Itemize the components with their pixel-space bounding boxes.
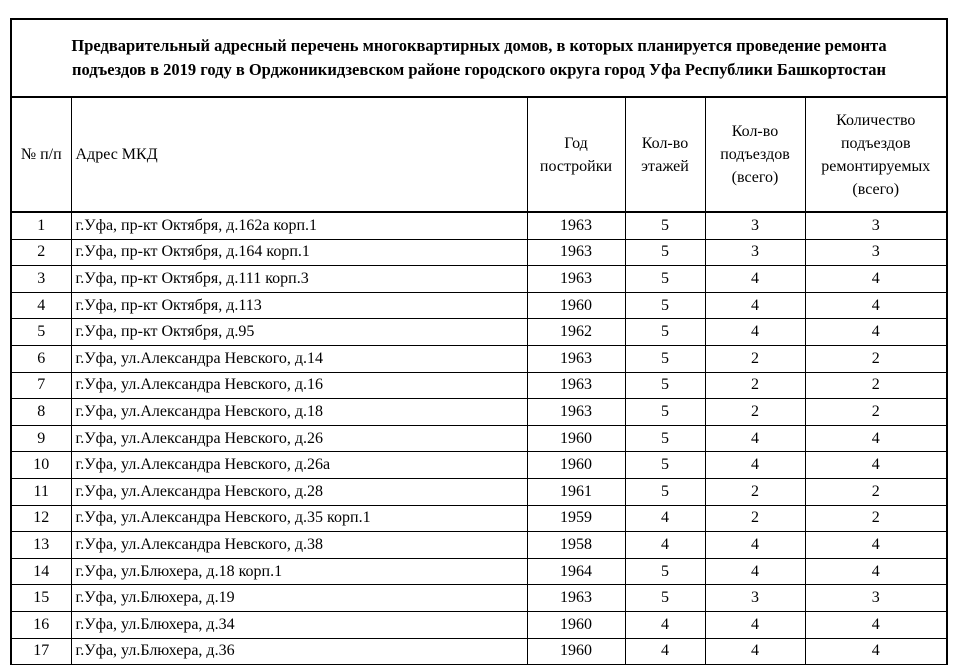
table-row	[12, 212, 946, 239]
cell-entrances: 3	[705, 212, 805, 239]
cell-num: 13	[12, 532, 71, 559]
cell-num: 17	[12, 638, 71, 665]
cell-entrances: 2	[705, 345, 805, 372]
cell-address: г.Уфа, ул.Александра Невского, д.26а	[71, 452, 527, 479]
cell-floors: 5	[625, 239, 705, 266]
cell-num: 15	[12, 585, 71, 612]
cell-num: 7	[12, 372, 71, 399]
cell-address: г.Уфа, пр-кт Октября, д.95	[71, 319, 527, 346]
cell-year: 1963	[527, 372, 625, 399]
document-title	[12, 20, 946, 98]
cell-num: 14	[12, 558, 71, 585]
cell-repaired: 3	[805, 239, 946, 266]
cell-repaired: 4	[805, 425, 946, 452]
cell-entrances: 2	[705, 372, 805, 399]
cell-year: 1959	[527, 505, 625, 532]
table-row	[12, 532, 946, 559]
cell-year: 1958	[527, 532, 625, 559]
cell-entrances: 2	[705, 505, 805, 532]
table-row	[12, 345, 946, 372]
cell-floors: 5	[625, 452, 705, 479]
cell-entrances: 3	[705, 239, 805, 266]
houses-table	[12, 98, 946, 665]
cell-address: г.Уфа, ул.Александра Невского, д.18	[71, 399, 527, 426]
table-row	[12, 558, 946, 585]
cell-year: 1964	[527, 558, 625, 585]
cell-repaired: 2	[805, 372, 946, 399]
title-line-1: Предварительный адресный перечень многоквартирных домов, в которых планируется проведение ремонта	[71, 36, 887, 55]
table-row	[12, 452, 946, 479]
cell-entrances: 4	[705, 452, 805, 479]
cell-repaired: 4	[805, 638, 946, 665]
cell-address: г.Уфа, ул.Блюхера, д.36	[71, 638, 527, 665]
table-row	[12, 638, 946, 665]
cell-num: 3	[12, 266, 71, 293]
cell-year: 1963	[527, 266, 625, 293]
cell-num: 2	[12, 239, 71, 266]
table-row	[12, 372, 946, 399]
header-entrances: Кол-во подъездов (всего)	[705, 98, 805, 212]
cell-year: 1961	[527, 478, 625, 505]
table-body	[12, 212, 946, 665]
cell-address: г.Уфа, ул.Александра Невского, д.16	[71, 372, 527, 399]
cell-repaired: 4	[805, 611, 946, 638]
spreadsheet-document	[10, 18, 948, 665]
table-row	[12, 319, 946, 346]
cell-address: г.Уфа, ул.Александра Невского, д.38	[71, 532, 527, 559]
title-line-2: подъездов в 2019 году в Орджоникидзевском районе городского округа город Уфа Республики Башкортостан	[71, 60, 887, 79]
cell-entrances: 2	[705, 399, 805, 426]
cell-repaired: 2	[805, 345, 946, 372]
cell-address: г.Уфа, ул.Александра Невского, д.28	[71, 478, 527, 505]
cell-repaired: 4	[805, 532, 946, 559]
table-row	[12, 425, 946, 452]
cell-floors: 4	[625, 638, 705, 665]
cell-address: г.Уфа, пр-кт Октября, д.164 корп.1	[71, 239, 527, 266]
cell-num: 4	[12, 292, 71, 319]
cell-repaired: 3	[805, 212, 946, 239]
cell-year: 1960	[527, 611, 625, 638]
cell-floors: 5	[625, 399, 705, 426]
cell-address: г.Уфа, ул.Александра Невского, д.26	[71, 425, 527, 452]
cell-floors: 4	[625, 505, 705, 532]
cell-num: 8	[12, 399, 71, 426]
cell-year: 1963	[527, 239, 625, 266]
cell-repaired: 2	[805, 399, 946, 426]
table-row	[12, 505, 946, 532]
cell-num: 9	[12, 425, 71, 452]
cell-entrances: 4	[705, 425, 805, 452]
cell-address: г.Уфа, пр-кт Октября, д.111 корп.3	[71, 266, 527, 293]
cell-year: 1960	[527, 638, 625, 665]
cell-floors: 5	[625, 292, 705, 319]
table-header-row	[12, 98, 946, 212]
cell-repaired: 4	[805, 558, 946, 585]
cell-entrances: 2	[705, 478, 805, 505]
cell-address: г.Уфа, пр-кт Октября, д.113	[71, 292, 527, 319]
header-num: № п/п	[12, 98, 71, 212]
cell-num: 1	[12, 212, 71, 239]
cell-floors: 5	[625, 425, 705, 452]
cell-num: 12	[12, 505, 71, 532]
cell-num: 6	[12, 345, 71, 372]
cell-entrances: 4	[705, 266, 805, 293]
cell-floors: 5	[625, 372, 705, 399]
cell-floors: 5	[625, 558, 705, 585]
header-year: Год постройки	[527, 98, 625, 212]
cell-repaired: 4	[805, 319, 946, 346]
cell-floors: 5	[625, 319, 705, 346]
cell-year: 1960	[527, 292, 625, 319]
header-floors: Кол-во этажей	[625, 98, 705, 212]
table-row	[12, 266, 946, 293]
cell-year: 1960	[527, 452, 625, 479]
cell-address: г.Уфа, ул.Александра Невского, д.14	[71, 345, 527, 372]
cell-num: 10	[12, 452, 71, 479]
cell-address: г.Уфа, ул.Блюхера, д.34	[71, 611, 527, 638]
cell-floors: 5	[625, 212, 705, 239]
cell-entrances: 4	[705, 292, 805, 319]
cell-year: 1963	[527, 399, 625, 426]
cell-address: г.Уфа, ул.Блюхера, д.18 корп.1	[71, 558, 527, 585]
cell-repaired: 2	[805, 505, 946, 532]
cell-repaired: 4	[805, 292, 946, 319]
cell-year: 1963	[527, 585, 625, 612]
cell-floors: 4	[625, 611, 705, 638]
cell-address: г.Уфа, ул.Александра Невского, д.35 корп.1	[71, 505, 527, 532]
cell-year: 1963	[527, 345, 625, 372]
cell-entrances: 4	[705, 319, 805, 346]
cell-num: 11	[12, 478, 71, 505]
cell-year: 1960	[527, 425, 625, 452]
cell-entrances: 4	[705, 611, 805, 638]
cell-entrances: 4	[705, 638, 805, 665]
cell-year: 1962	[527, 319, 625, 346]
cell-num: 16	[12, 611, 71, 638]
table-row	[12, 239, 946, 266]
cell-repaired: 2	[805, 478, 946, 505]
cell-floors: 5	[625, 266, 705, 293]
table-row	[12, 399, 946, 426]
header-repaired: Количество подъездов ремонтируемых (всего)	[805, 98, 946, 212]
cell-address: г.Уфа, ул.Блюхера, д.19	[71, 585, 527, 612]
cell-num: 5	[12, 319, 71, 346]
header-address: Адрес МКД	[71, 98, 527, 212]
cell-repaired: 4	[805, 452, 946, 479]
cell-repaired: 3	[805, 585, 946, 612]
cell-floors: 5	[625, 478, 705, 505]
cell-floors: 5	[625, 345, 705, 372]
table-row	[12, 585, 946, 612]
cell-floors: 5	[625, 585, 705, 612]
cell-floors: 4	[625, 532, 705, 559]
cell-entrances: 3	[705, 585, 805, 612]
table-row	[12, 292, 946, 319]
cell-year: 1963	[527, 212, 625, 239]
cell-repaired: 4	[805, 266, 946, 293]
cell-address: г.Уфа, пр-кт Октября, д.162а корп.1	[71, 212, 527, 239]
cell-entrances: 4	[705, 532, 805, 559]
cell-entrances: 4	[705, 558, 805, 585]
table-row	[12, 611, 946, 638]
table-row	[12, 478, 946, 505]
